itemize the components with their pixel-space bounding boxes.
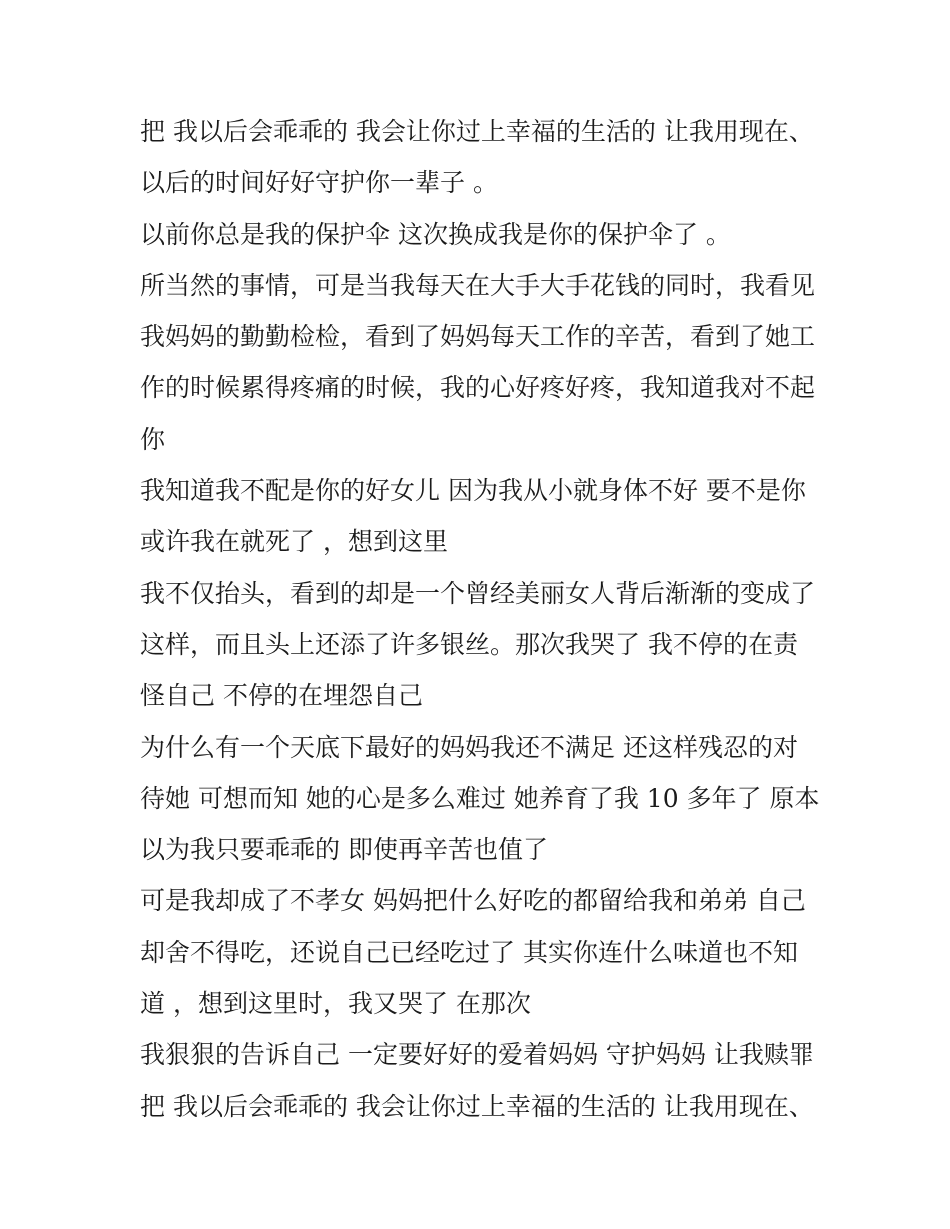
document-body (140, 106, 830, 1132)
text-line: 以为我只要乖乖的 即使再辛苦也值了 (140, 835, 548, 865)
text-line: 把 我以后会乖乖的 我会让你过上幸福的生活的 让我用现在、 (140, 117, 814, 146)
text-line: 或许我在就死了 ，想到这里 (140, 527, 448, 557)
text-line: 可是我却成了不孝女 妈妈把什么好吃的都留给我和弟弟 自己 (140, 886, 806, 916)
text-line: 却舍不得吃，还说自己已经吃过了 其实你连什么味道也不知 (140, 937, 798, 967)
text-line: 以前你总是我的保护伞 这次换成我是你的保护伞了 。 (140, 219, 731, 249)
text-line: 我知道我不配是你的好女儿 因为我从小就身体不好 要不是你 (140, 476, 806, 506)
text-line: 道 ，想到这里时，我又哭了 在那次 (140, 989, 531, 1019)
text-line: 你 (140, 424, 166, 454)
text-line: 怪自己 不停的在埋怨自己 (140, 681, 423, 711)
text-line: 把 我以后会乖乖的 我会让你过上幸福的生活的 让我用现在、 (140, 1091, 814, 1121)
text-line: 待她 可想而知 她的心是多么难过 她养育了我 10 多年了 原本 (140, 783, 820, 813)
text-line: 所当然的事情，可是当我每天在大手大手花钱的同时，我看见 (140, 270, 816, 300)
text-line: 这样，而且头上还添了许多银丝。那次我哭了 我不停的在责 (140, 629, 798, 659)
text-line: 以后的时间好好守护你一辈子 。 (140, 168, 498, 198)
text-line: 作的时候累得疼痛的时候，我的心好疼好疼，我知道我对不起 (140, 373, 816, 403)
text-line: 为什么有一个天底下最好的妈妈我还不满足 还这样残忍的对 (140, 732, 798, 762)
text-line: 我妈妈的勤勤检检，看到了妈妈每天工作的辛苦，看到了她工 (140, 322, 816, 352)
text-line: 我狠狠的告诉自己 一定要好好的爱着妈妈 守护妈妈 让我赎罪 (140, 1040, 814, 1070)
text-line: 我不仅抬头，看到的却是一个曾经美丽女人背后渐渐的变成了 (140, 578, 816, 608)
